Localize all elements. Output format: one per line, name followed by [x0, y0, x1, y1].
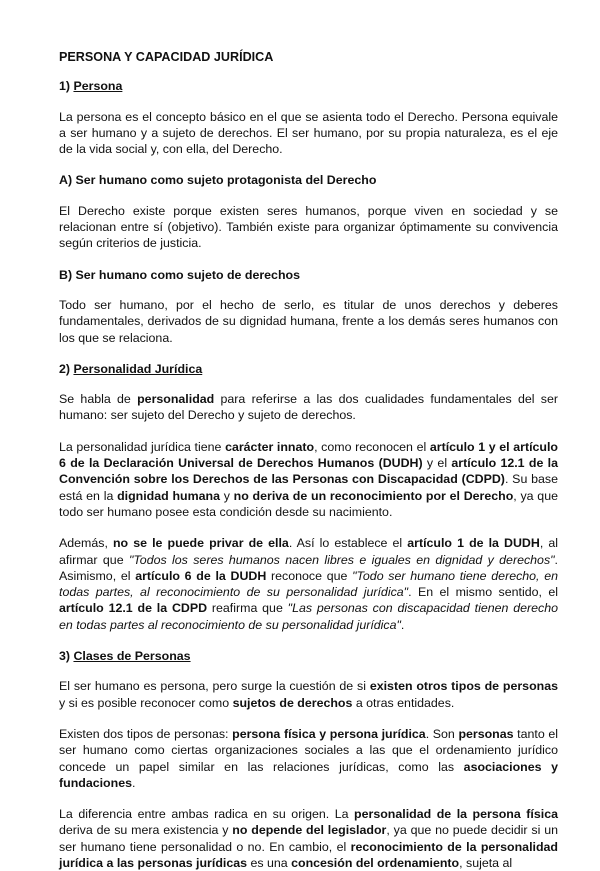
- section-3-paragraph-2: [59, 726, 558, 791]
- bold-run: personalidad de la persona física: [354, 807, 558, 822]
- text-run: La personalidad jurídica tiene: [59, 439, 226, 454]
- text-run: Se habla de: [59, 392, 138, 407]
- bold-run: asociaciones y fundaciones: [59, 759, 559, 790]
- bold-run: carácter innato: [225, 439, 315, 454]
- section-3-paragraph-3: [59, 806, 558, 871]
- text-run: Existen dos tipos de personas:: [59, 726, 233, 741]
- bold-run: personalidad: [137, 392, 215, 407]
- text-run: , ya que todo ser humano posee esta condición desde su nacimiento.: [59, 488, 558, 519]
- bold-run: personas: [458, 726, 514, 741]
- bold-run: no deriva de un reconocimiento por el Derecho: [233, 488, 514, 503]
- section-3-paragraph-1: [59, 678, 558, 711]
- bold-run: no se le puede privar de ella: [112, 536, 289, 551]
- section-1-title: Persona: [73, 79, 123, 94]
- text-run: La diferencia entre ambas radica en su origen. La: [59, 807, 355, 822]
- section-2-heading: [59, 361, 558, 377]
- bold-run: sujetos de derechos: [232, 695, 353, 710]
- text-run: , al afirmar que: [59, 536, 559, 567]
- text-run: y: [219, 488, 234, 503]
- text-run: reconoce que: [266, 568, 353, 583]
- text-run: , como reconocen el: [314, 439, 430, 454]
- text-run: Además,: [59, 536, 113, 551]
- text-run: tanto el ser humano como ciertas organizaciones sociales a las que el ordenamiento jurídico concede un papel similar en las relaciones jurídicas, como las: [59, 726, 558, 774]
- bold-run: artículo 12.1 de la CDPD: [59, 601, 208, 616]
- section-3-number: 3): [59, 649, 74, 664]
- text-run: .: [400, 617, 405, 632]
- section-b-heading: B) Ser humano como sujeto de derechos: [59, 267, 300, 282]
- section-a-paragraph: El Derecho existe porque existen seres humanos, porque viven en sociedad y se relacionan entre sí (objetivo). También existe para organizar óptimamente su convivencia según criterios de justicia.: [59, 203, 558, 251]
- section-2-number: 2): [59, 361, 74, 376]
- bold-run: existen otros tipos de personas: [369, 679, 558, 694]
- document-title: PERSONA Y CAPACIDAD JURÍDICA: [59, 50, 274, 64]
- bold-run: reconocimiento de la personalidad jurídica a las personas jurídicas: [59, 839, 558, 870]
- italic-quote: "Las personas con discapacidad tienen derecho en todas partes al reconocimiento de su personalidad jurídica": [59, 601, 558, 632]
- section-b-paragraph: Todo ser humano, por el hecho de serlo, es titular de unos derechos y deberes fundamentales, derivados de su dignidad humana, frente a los demás seres humanos con los que se relaciona.: [59, 297, 558, 345]
- italic-quote: "Todos los seres humanos nacen libres e iguales en dignidad y derechos": [128, 552, 555, 567]
- text-run: . Así lo establece el: [288, 536, 408, 551]
- text-run: es una: [247, 855, 292, 870]
- text-run: deriva de su mera existencia y: [59, 823, 233, 838]
- text-run: El ser humano es persona, pero surge la cuestión de si: [59, 679, 370, 694]
- section-2-title: Personalidad Jurídica: [73, 361, 203, 376]
- text-run: . En el mismo sentido, el: [408, 585, 558, 600]
- bold-run: concesión del ordenamiento: [291, 855, 460, 870]
- text-run: . Son: [425, 726, 459, 741]
- section-3-title: Clases de Personas: [73, 649, 191, 664]
- section-3-heading: [59, 648, 558, 664]
- bold-run: artículo 6 de la DUDH: [135, 568, 267, 583]
- section-2-paragraph-3: [59, 535, 558, 633]
- text-run: reafirma que: [207, 601, 288, 616]
- text-run: . Asimismo, el: [59, 552, 558, 583]
- bold-run: no depende del legislador: [232, 823, 387, 838]
- text-run: para referirse a las dos cualidades fundamentales del ser humano: ser sujeto del Derecho y sujeto de derechos.: [59, 392, 558, 423]
- text-run: , sujeta al: [459, 855, 513, 870]
- bold-run: dignidad humana: [117, 488, 220, 503]
- section-a-heading: A) Ser humano como sujeto protagonista del Derecho: [59, 173, 377, 188]
- bold-run: persona física y persona jurídica: [232, 726, 426, 741]
- section-1-number: 1): [59, 79, 74, 94]
- text-run: y si es posible reconocer como: [59, 695, 233, 710]
- text-run: . Su base está en la: [59, 472, 558, 503]
- section-2-paragraph-2: [59, 439, 558, 520]
- section-1-paragraph: La persona es el concepto básico en el que se asienta todo el Derecho. Persona equivale a ser humano y a sujeto de derechos. El ser humano, por su propia naturaleza, es el eje de la vida social y, con ella, del Derecho.: [59, 109, 558, 157]
- section-1-heading: [59, 78, 558, 94]
- section-2-paragraph-1: [59, 391, 558, 424]
- bold-run: artículo 1 y el artículo 6 de la Declaración Universal de Derechos Humanos (DUDH): [59, 439, 558, 471]
- text-run: .: [131, 775, 136, 790]
- text-run: , ya que no puede decidir si un ser humano tiene personalidad o no. En cambio, el: [59, 823, 558, 854]
- bold-run: artículo 12.1 de la Convención sobre los Derechos de las Personas con Discapacidad (CDPD): [59, 456, 558, 487]
- text-run: y el: [422, 456, 452, 471]
- bold-run: artículo 1 de la DUDH: [407, 536, 540, 551]
- text-run: a otras entidades.: [352, 695, 455, 710]
- italic-quote: "Todo ser humano tiene derecho, en todas partes, al reconocimiento de su personalidad jurídica": [59, 568, 558, 600]
